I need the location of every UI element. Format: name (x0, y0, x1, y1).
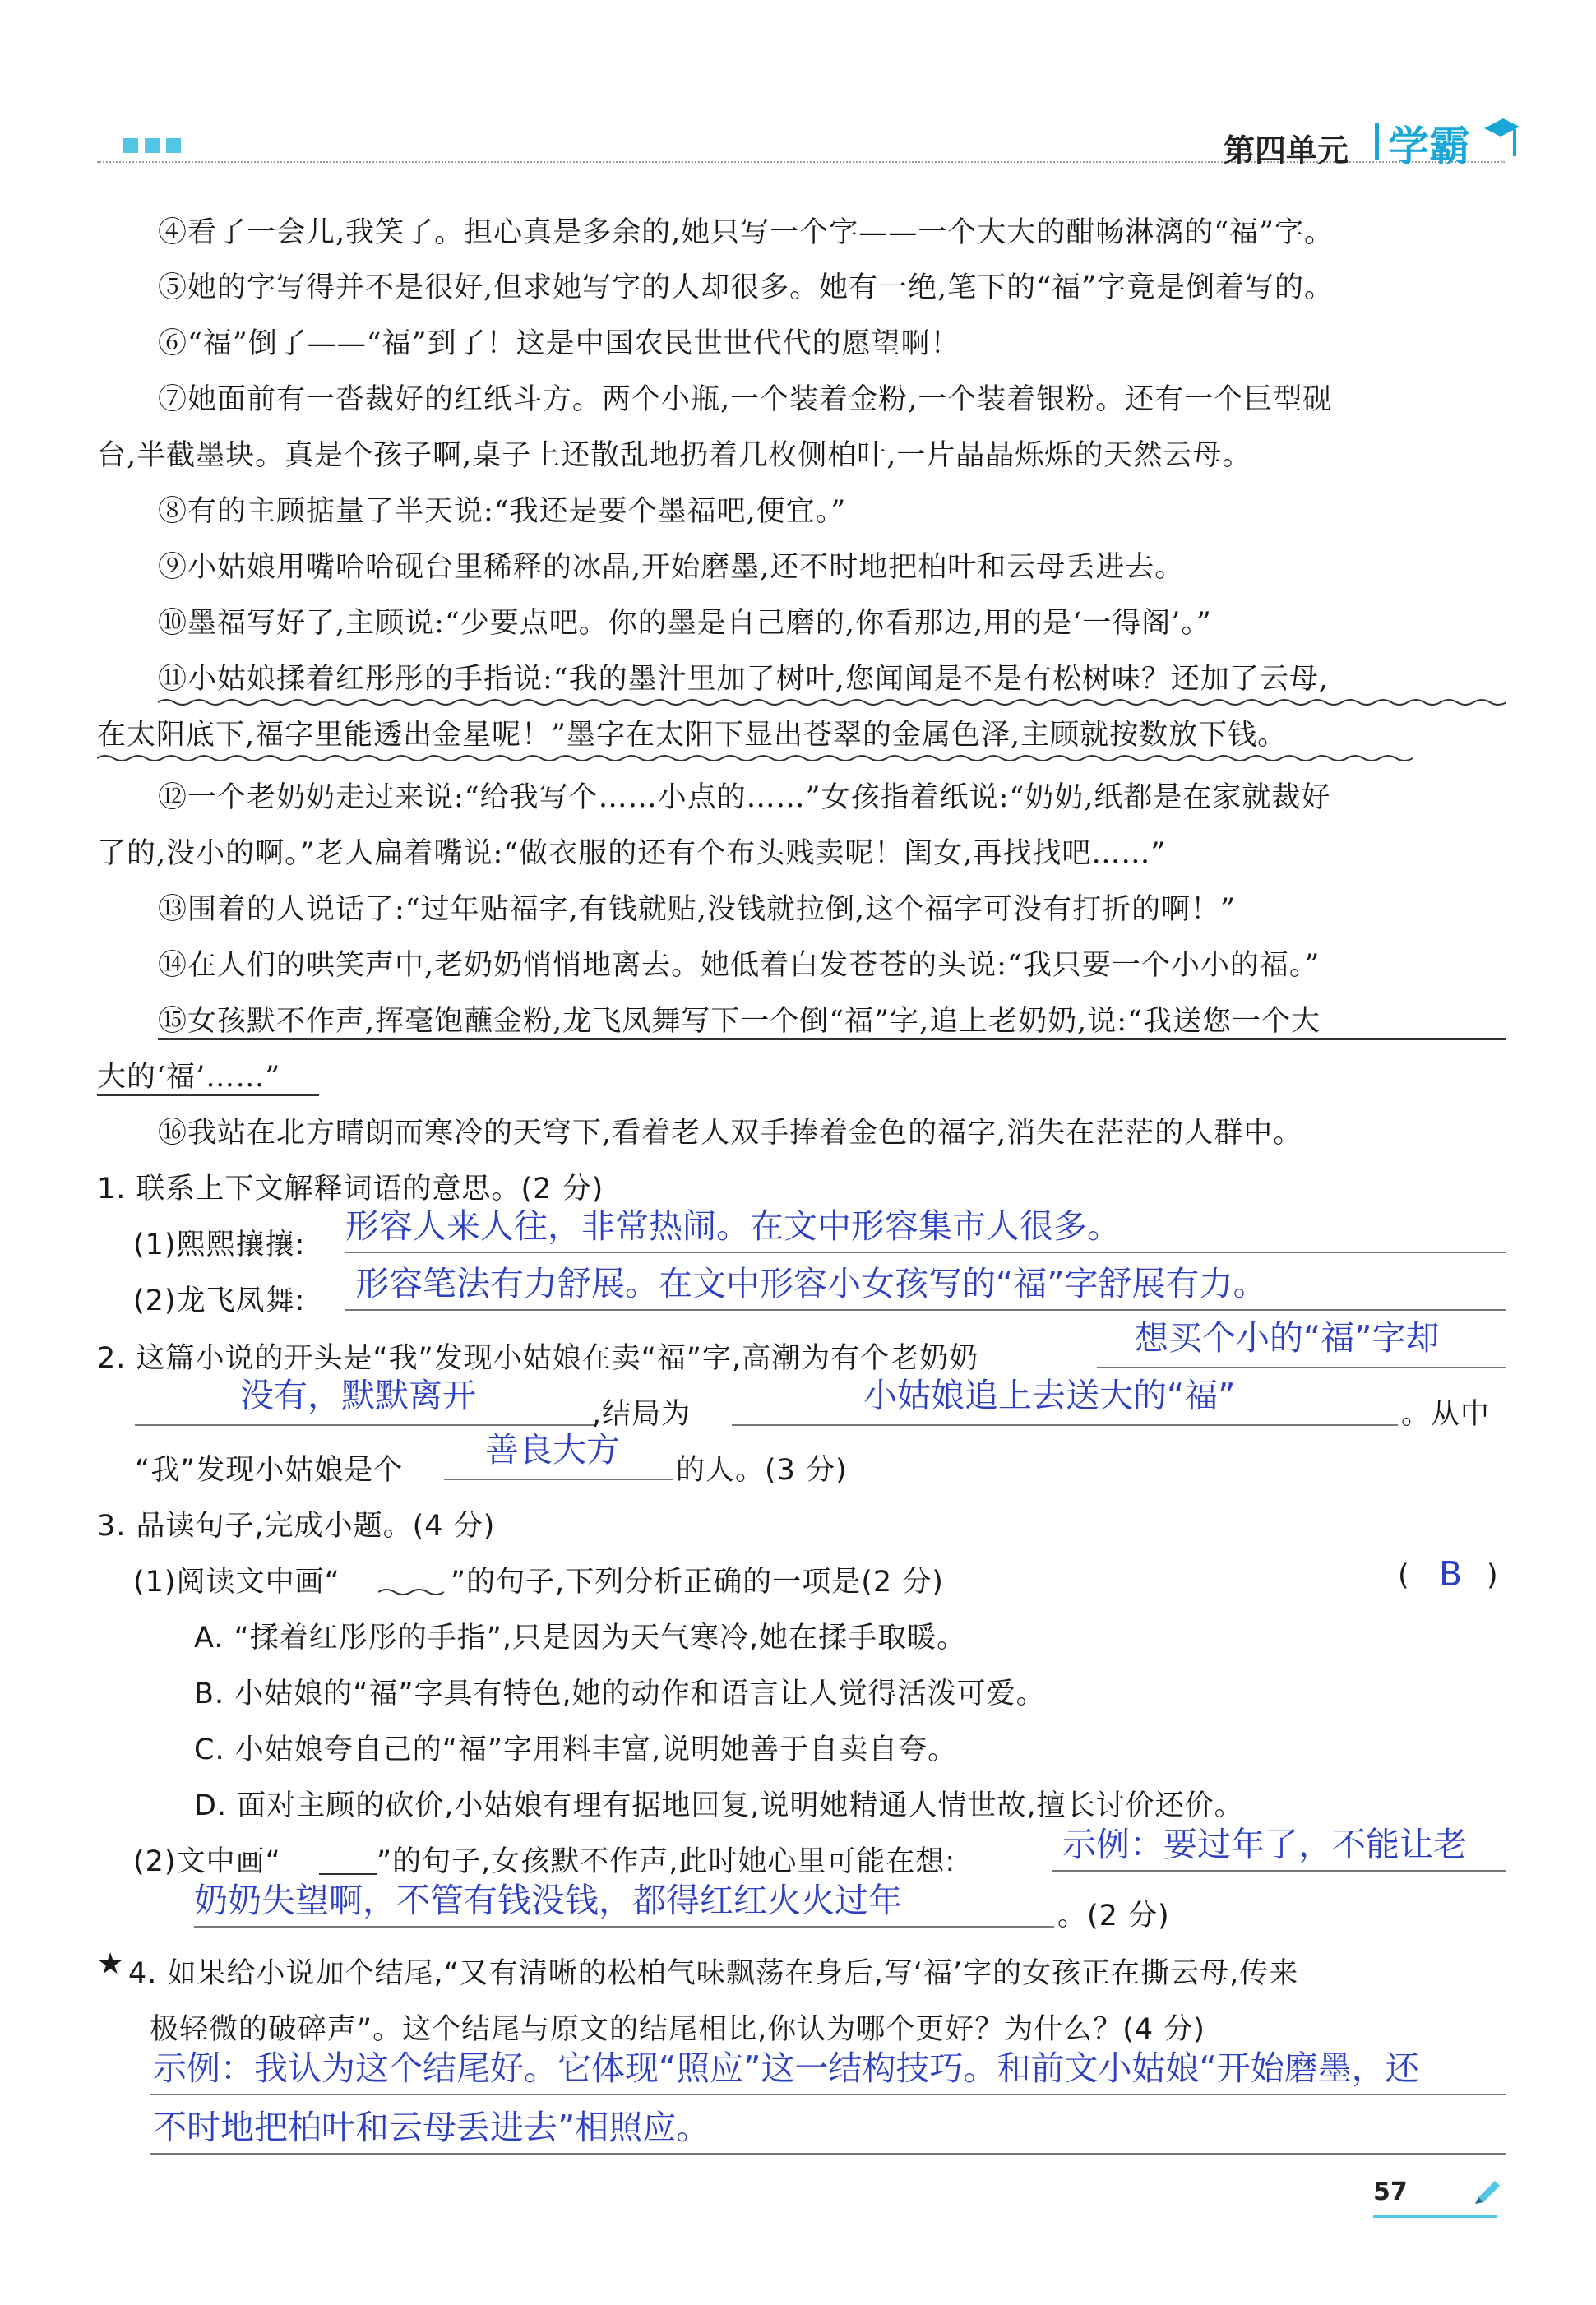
q2-answer-1b: 没有，默默离开 (240, 1376, 476, 1415)
paragraph-5: ⑤她的字写得并不是很好,但求她写字的人却很多。她有一绝,笔下的“福”字竟是倒着写的。 (158, 271, 1335, 304)
paragraph-7-line1: ⑦她面前有一沓裁好的红纸斗方。两个小瓶,一个装着金粉,一个装着银粉。还有一个巨型砚 (158, 383, 1333, 416)
q2-text-4: “我”发现小姑娘是个 (135, 1454, 404, 1487)
straight-underline (158, 1038, 1506, 1040)
paragraph-10: ⑩墨福写好了,主顾说:“少要点吧。你的墨是自己磨的,你看那边,用的是‘一得阁’。” (158, 607, 1212, 640)
paragraph-4: ④看了一会儿,我笑了。担心真是多余的,她只写一个字——一个大大的酣畅淋漓的“福”字。 (158, 216, 1335, 249)
q2-text-2: ,结局为 (592, 1398, 692, 1431)
q3-stem: 3. 品读句子,完成小题。(4 分) (97, 1510, 496, 1543)
q1a-label: (1)熙熙攘攘: (133, 1229, 306, 1261)
answer-line (444, 1479, 673, 1480)
q4-answer-line2: 不时地把柏叶和云母丢进去”相照应。 (153, 2108, 710, 2147)
paragraph-7-line2: 台,半截墨块。真是个孩子啊,桌子上还散乱地扔着几枚侧柏叶,一片晶晶烁烁的天然云母。 (97, 439, 1252, 472)
paragraph-13: ⑬围着的人说话了:“过年贴福字,有钱就贴,没钱就拉倒,这个福字可没有打折的啊！” (158, 893, 1236, 926)
paragraph-12-line2: 了的,没小的啊。”老人扁着嘴说:“做衣服的还有个布头贱卖呢！闺女,再找找吧……” (97, 837, 1167, 870)
q3-option-b: B. 小姑娘的“福”字具有特色,她的动作和语言让人觉得活泼可爱。 (194, 1678, 1046, 1710)
q3-sub1-text-b: ”的句子,下列分析正确的一项是(2 分) (451, 1566, 944, 1599)
q4-text-2: 极轻微的破碎声”。这个结尾与原文的结尾相比,你认为哪个更好？为什么？(4 分) (150, 2013, 1205, 2046)
q3-sub2-text-c: 。(2 分) (1057, 1900, 1170, 1932)
unit-title: 第四单元 (1224, 132, 1349, 169)
q2-answer-3: 善良大方 (485, 1430, 620, 1470)
header-decor-square (166, 138, 181, 153)
q3-answer-paren-open: ( (1398, 1559, 1410, 1592)
answer-line (194, 1926, 1054, 1928)
q4-answer-line1: 示例：我认为这个结尾好。它体现“照应”这一结构技巧。和前文小姑娘“开始磨墨，还 (153, 2048, 1419, 2088)
q3-sub2-answer-b: 奶奶失望啊，不管有钱没钱，都得红红火火过年 (194, 1881, 902, 1920)
header-separator (1375, 123, 1379, 160)
q3-option-a: A. “揉着红彤彤的手指”,只是因为天气寒冷,她在揉手取暖。 (194, 1622, 967, 1655)
paragraph-15-line1: ⑮女孩默不作声,挥毫饱蘸金粉,龙飞凤舞写下一个倒“福”字,追上老奶奶,说:“我送您一个大 (158, 1005, 1321, 1038)
paragraph-6: ⑥“福”倒了——“福”到了！这是中国农民世世代代的愿望啊！ (158, 327, 960, 360)
q3-answer-choice: B (1439, 1554, 1463, 1594)
q3-option-c: C. 小姑娘夸自己的“福”字用料丰富,说明她善于自卖自夸。 (194, 1733, 958, 1766)
brand-logo: 学霸 (1388, 123, 1470, 170)
q2-answer-2: 小姑娘追上去送大的“福” (863, 1376, 1236, 1415)
q4-text-1: 4. 如果给小说加个结尾,“又有清晰的松柏气味飘荡在身后,写‘福’字的女孩正在撕云母,传来 (128, 1957, 1299, 1990)
q3-option-d: D. 面对主顾的砍价,小姑娘有理有据地回复,说明她精通人情世故,擅长讨价还价。 (194, 1789, 1244, 1822)
paragraph-14: ⑭在人们的哄笑声中,老奶奶悄悄地离去。她低着白发苍苍的头说:“我只要一个小小的福。” (158, 949, 1321, 982)
paragraph-11-line1: ⑪小姑娘揉着红彤彤的手指说:“我的墨汁里加了树叶,您闻闻是不是有松树味？还加了云母, (158, 663, 1329, 696)
q3-sub2-text-b: ”的句子,女孩默不作声,此时她心里可能在想: (377, 1845, 956, 1878)
page-number-underline (1373, 2215, 1497, 2218)
graduation-cap-icon (1480, 113, 1521, 163)
pencil-icon (1472, 2179, 1501, 2207)
wavy-mark-sample (378, 1587, 444, 1597)
q2-answer-1a: 想买个小的“福”字却 (1135, 1318, 1440, 1358)
answer-line (150, 2153, 1506, 2155)
paragraph-9: ⑨小姑娘用嘴哈哈砚台里稀释的冰晶,开始磨墨,还不时地把柏叶和云母丢进去。 (158, 551, 1185, 584)
answer-line (732, 1424, 1398, 1426)
paragraph-12-line1: ⑫一个老奶奶走过来说:“给我写个……小点的……”女孩指着纸说:“奶奶,纸都是在家就裁好 (158, 781, 1331, 814)
answer-line (345, 1252, 1506, 1253)
q3-sub2-answer-a: 示例：要过年了，不能让老 (1062, 1825, 1467, 1864)
answer-line (1052, 1870, 1506, 1872)
header-decor-square (123, 138, 138, 153)
q3-sub2-text-a: (2)文中画“ (133, 1845, 281, 1878)
q3-sub1-text-a: (1)阅读文中画“ (133, 1566, 340, 1599)
wavy-underline (97, 753, 1413, 763)
q2-text-1: 2. 这篇小说的开头是“我”发现小姑娘在卖“福”字,高潮为有个老奶奶 (97, 1342, 979, 1375)
q1-stem: 1. 联系上下文解释词语的意思。(2 分) (97, 1173, 604, 1206)
q3-answer-paren-close: ) (1487, 1559, 1499, 1592)
q1b-label: (2)龙飞凤舞: (133, 1284, 306, 1317)
wavy-underline (158, 697, 1506, 707)
q1b-answer: 形容笔法有力舒展。在文中形容小女孩写的“福”字舒展有力。 (355, 1264, 1267, 1303)
paragraph-11-line2: 在太阳底下,福字里能透出金星呢！”墨字在太阳下显出苍翠的金属色泽,主顾就按数放下钱。 (97, 719, 1288, 752)
page-number: 57 (1373, 2178, 1408, 2206)
paragraph-8: ⑧有的主顾掂量了半天说:“我还是要个墨福吧,便宜。” (158, 495, 847, 528)
q1a-answer: 形容人来人往，非常热闹。在文中形容集市人很多。 (345, 1206, 1121, 1246)
paragraph-15-line2: 大的‘福’……” (97, 1061, 281, 1094)
q2-text-3: 。从中 (1401, 1398, 1491, 1431)
q2-text-5: 的人。(3 分) (676, 1454, 848, 1487)
paragraph-16: ⑯我站在北方晴朗而寒冷的天穹下,看着老人双手捧着金色的福字,消失在茫茫的人群中。 (158, 1117, 1303, 1150)
straight-underline (97, 1094, 319, 1096)
star-icon: ★ (97, 1947, 124, 1981)
answer-line (150, 2094, 1506, 2095)
header-decor-square (145, 138, 160, 153)
